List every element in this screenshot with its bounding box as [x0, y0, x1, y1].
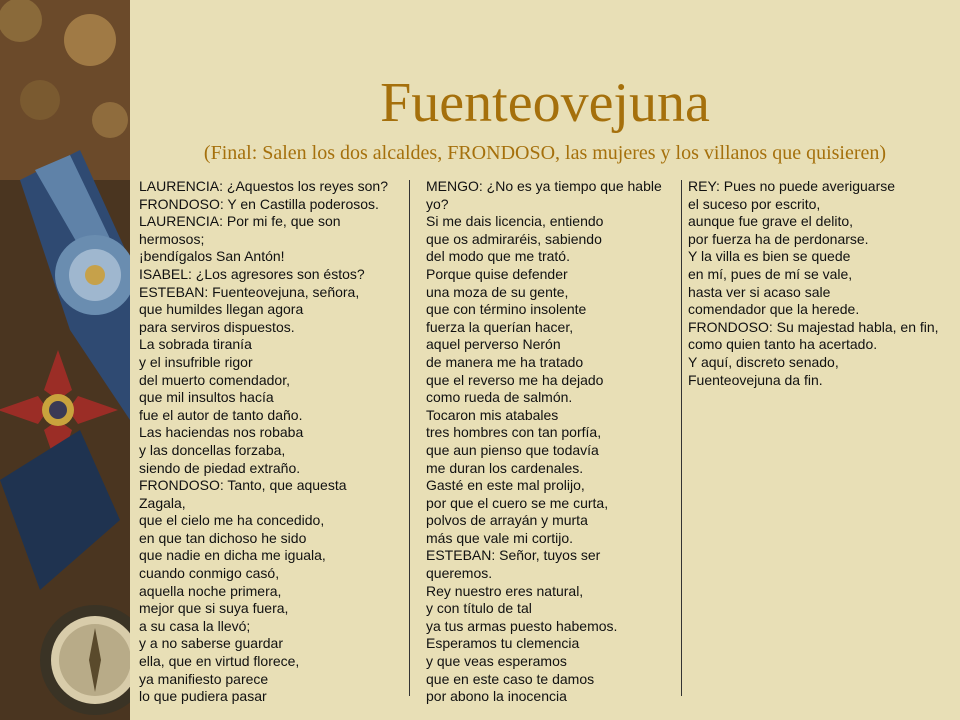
verse-line: que mil insultos hacía — [139, 389, 274, 406]
verse-line: y que veas esperamos — [426, 653, 567, 670]
verse-line: aunque fue grave el delito, — [688, 213, 854, 230]
verse-line: Gasté en este mal prolijo, — [426, 477, 585, 494]
verse-line: en mí, pues de mí se vale, — [688, 265, 853, 282]
verse-line: LAURENCIA: Por mi fe, que son — [139, 213, 341, 230]
verse-line: a su casa la llevó; — [139, 617, 251, 634]
verse-line: por fuerza ha de perdonarse. — [688, 230, 869, 247]
verse-line: fuerza la querían hacer, — [426, 318, 574, 335]
verse-line: FRONDOSO: Su majestad habla, en fin, — [688, 318, 939, 335]
verse-line: por que el cuero se me curta, — [426, 494, 609, 511]
verse-line: que en este caso te damos — [426, 670, 595, 687]
verse-line: La sobrada tiranía — [139, 336, 252, 353]
verse-line: por abono la inocencia — [426, 688, 567, 705]
verse-line: mejor que si suya fuera, — [139, 600, 289, 617]
verse-line: fue el autor de tanto daño. — [139, 406, 303, 423]
verse-line: ya manifiesto parece — [139, 670, 269, 687]
verse-line: que nadie en dicha me iguala, — [139, 547, 326, 564]
verse-line: queremos. — [426, 565, 493, 582]
verse-line: Zagala, — [139, 494, 186, 511]
verse-line: como rueda de salmón. — [426, 389, 573, 406]
column-divider — [681, 180, 682, 696]
verse-line: lo que pudiera pasar — [139, 688, 267, 705]
verse-line: de manera me ha tratado — [426, 353, 584, 370]
verse-line: REY: Pues no puede averiguarse — [688, 178, 896, 194]
verse-line: del muerto comendador, — [139, 371, 290, 388]
verse-line: yo? — [426, 195, 449, 212]
verse-line: ESTEBAN: Fuenteovejuna, señora, — [139, 283, 360, 300]
verse-line: Y la villa es bien se quede — [688, 248, 851, 265]
verse-line: hasta ver si acaso sale — [688, 283, 831, 300]
verse-line: ¡bendígalos San Antón! — [139, 248, 285, 265]
verse-line: más que vale mi cortijo. — [426, 529, 574, 546]
verse-line: MENGO: ¿No es ya tiempo que hable — [426, 178, 662, 194]
verse-line: que con término insolente — [426, 301, 587, 318]
verse-line: aquel perverso Nerón — [426, 336, 561, 353]
verse-line: FRONDOSO: Tanto, que aquesta — [139, 477, 347, 494]
verse-line: aquella noche primera, — [139, 582, 282, 599]
verse-line: LAURENCIA: ¿Aquestos los reyes son? — [139, 178, 388, 194]
verse-line: el suceso por escrito, — [688, 195, 821, 212]
slide-subtitle: (Final: Salen los dos alcaldes, FRONDOSO, las mujeres y los villanos que quisieren) — [203, 142, 887, 164]
verse-line: que el reverso me ha dejado — [426, 371, 604, 388]
slide-title: Fuenteovejuna — [380, 72, 710, 134]
verse-line: ISABEL: ¿Los agresores son éstos? — [139, 265, 365, 282]
verse-line: que os admiraréis, sabiendo — [426, 230, 602, 247]
verse-line: y las doncellas forzaba, — [139, 441, 286, 458]
verse-line: siendo de piedad extraño. — [139, 459, 301, 476]
verse-line: Si me dais licencia, entiendo — [426, 213, 604, 230]
decorative-photo-strip — [0, 0, 130, 720]
verse-line: cuando conmigo casó, — [139, 565, 280, 582]
verse-line: del modo que me trató. — [426, 248, 570, 265]
verse-line: FRONDOSO: Y en Castilla poderosos. — [139, 195, 379, 212]
verse-line: que aun pienso que todavía — [426, 441, 599, 458]
verse-line: Porque quise defender — [426, 265, 568, 282]
verse-line: y el insufrible rigor — [139, 353, 253, 370]
verse-line: que el cielo me ha concedido, — [139, 512, 325, 529]
text-column-1 — [139, 178, 407, 706]
verse-line: Y aquí, discreto senado, — [688, 353, 839, 370]
verse-line: en que tan dichoso he sido — [139, 529, 307, 546]
verse-line: me duran los cardenales. — [426, 459, 584, 476]
verse-line: para serviros dispuestos. — [139, 318, 295, 335]
verse-line: Tocaron mis atabales — [426, 406, 559, 423]
verse-line: hermosos; — [139, 230, 205, 247]
column-divider — [409, 180, 410, 696]
verse-line: ella, que en virtud florece, — [139, 653, 300, 670]
verse-line: Las haciendas nos robaba — [139, 424, 304, 441]
verse-line: Fuenteovejuna da fin. — [688, 371, 823, 388]
text-column-3 — [688, 178, 958, 389]
medal-compass-illustration — [0, 0, 130, 720]
verse-line: polvos de arrayán y murta — [426, 512, 588, 529]
verse-line: tres hombres con tan porfía, — [426, 424, 602, 441]
verse-line: y con título de tal — [426, 600, 532, 617]
verse-line: ya tus armas puesto habemos. — [426, 617, 618, 634]
verse-line: una moza de su gente, — [426, 283, 569, 300]
verse-line: Esperamos tu clemencia — [426, 635, 580, 652]
verse-line: comendador que la herede. — [688, 301, 860, 318]
verse-line: ESTEBAN: Señor, tuyos ser — [426, 547, 601, 564]
verse-line: como quien tanto ha acertado. — [688, 336, 878, 353]
verse-line: Rey nuestro eres natural, — [426, 582, 584, 599]
verse-line: y a no saberse guardar — [139, 635, 283, 652]
verse-line: que humildes llegan agora — [139, 301, 304, 318]
text-column-2 — [426, 178, 681, 706]
